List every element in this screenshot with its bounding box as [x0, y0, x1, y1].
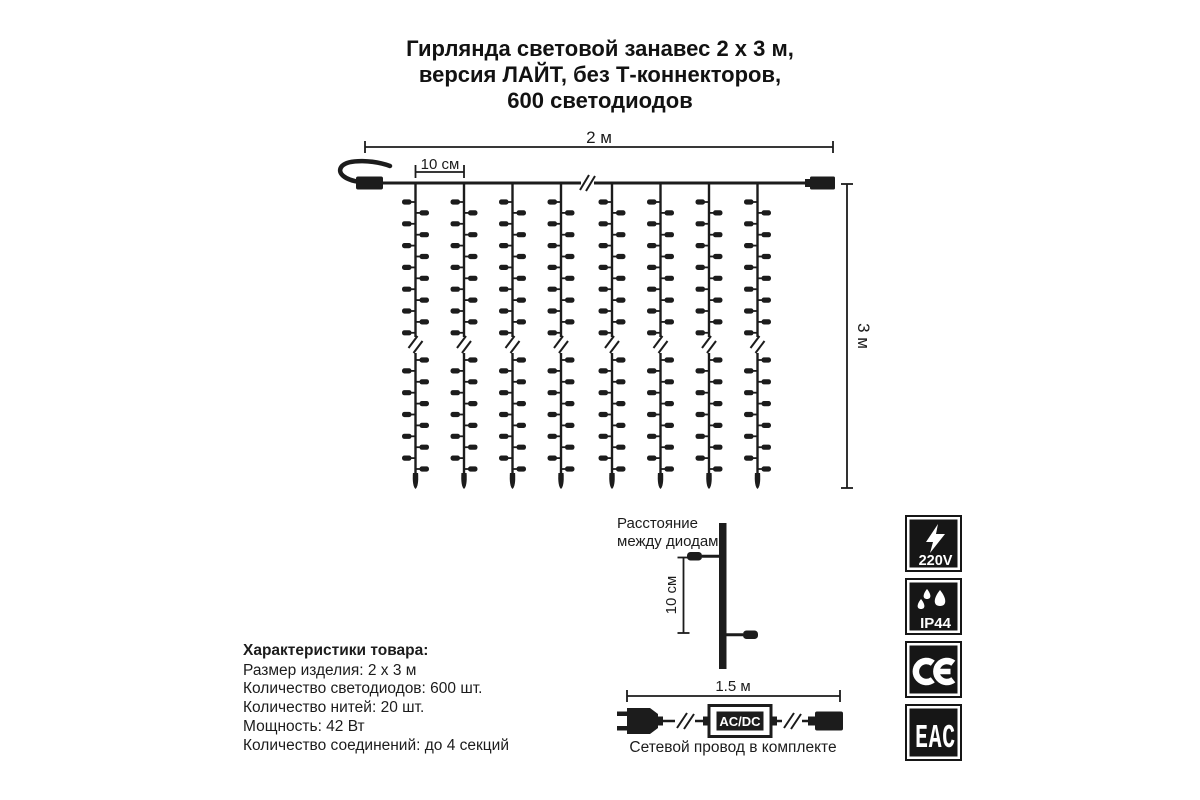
- product-title-line3: 600 светодиодов: [507, 88, 693, 113]
- strand-spacing-label: 10 см: [420, 156, 460, 173]
- badge-220v-label: 220V: [918, 553, 953, 569]
- certification-badges: [905, 515, 962, 761]
- badge-220v: [905, 515, 962, 572]
- product-title-line2: версия ЛАЙТ, без Т-коннекторов,: [418, 62, 782, 87]
- mains-plug: [627, 708, 658, 734]
- badge-ip44: [905, 578, 962, 635]
- acdc-label: AC/DC: [719, 714, 761, 729]
- detail-caption-line1: Расстояние: [617, 515, 699, 532]
- power-cord-diagram: [600, 678, 870, 760]
- spec-item-connections: Количество соединений: до 4 секций: [243, 736, 509, 754]
- eac-mark-icon: [907, 706, 964, 763]
- badge-eac: [905, 704, 962, 761]
- badge-ip44-label: IP44: [920, 615, 951, 632]
- product-title-line1: Гирлянда световой занавес 2 х 3 м,: [406, 36, 794, 61]
- diode-spacing-detail-diagram: [600, 505, 880, 680]
- right-connector: [810, 177, 835, 190]
- curtain-diagram: [330, 128, 880, 523]
- specs-heading: Характеристики товара:: [243, 642, 429, 659]
- spec-item-size: Размер изделия: 2 х 3 м: [243, 661, 417, 679]
- cord-end-connector: [815, 712, 843, 731]
- led-strands: [402, 183, 771, 489]
- width-dimension-label: 2 м: [586, 128, 612, 147]
- detail-caption-line2: между диодами: [617, 533, 727, 550]
- product-title: [0, 36, 1200, 114]
- cord-caption: Сетевой провод в комплекте: [629, 739, 837, 756]
- specs-block: [243, 642, 509, 755]
- ce-mark-icon: [907, 643, 964, 700]
- spec-item-strand-count: Количество нитей: 20 шт.: [243, 699, 425, 717]
- height-dimension-label: 3 м: [854, 323, 873, 349]
- spec-item-led-count: Количество светодиодов: 600 шт.: [243, 680, 483, 698]
- badge-eac-label: EAC: [915, 720, 956, 758]
- water-drops-icon: [907, 580, 964, 637]
- badge-ce: [905, 641, 962, 698]
- cord-length-label: 1.5 м: [715, 678, 751, 695]
- lightning-icon: [907, 517, 964, 574]
- left-plug: [356, 177, 383, 190]
- spec-item-power: Мощность: 42 Вт: [243, 717, 365, 735]
- detail-spacing-label: 10 см: [663, 575, 680, 615]
